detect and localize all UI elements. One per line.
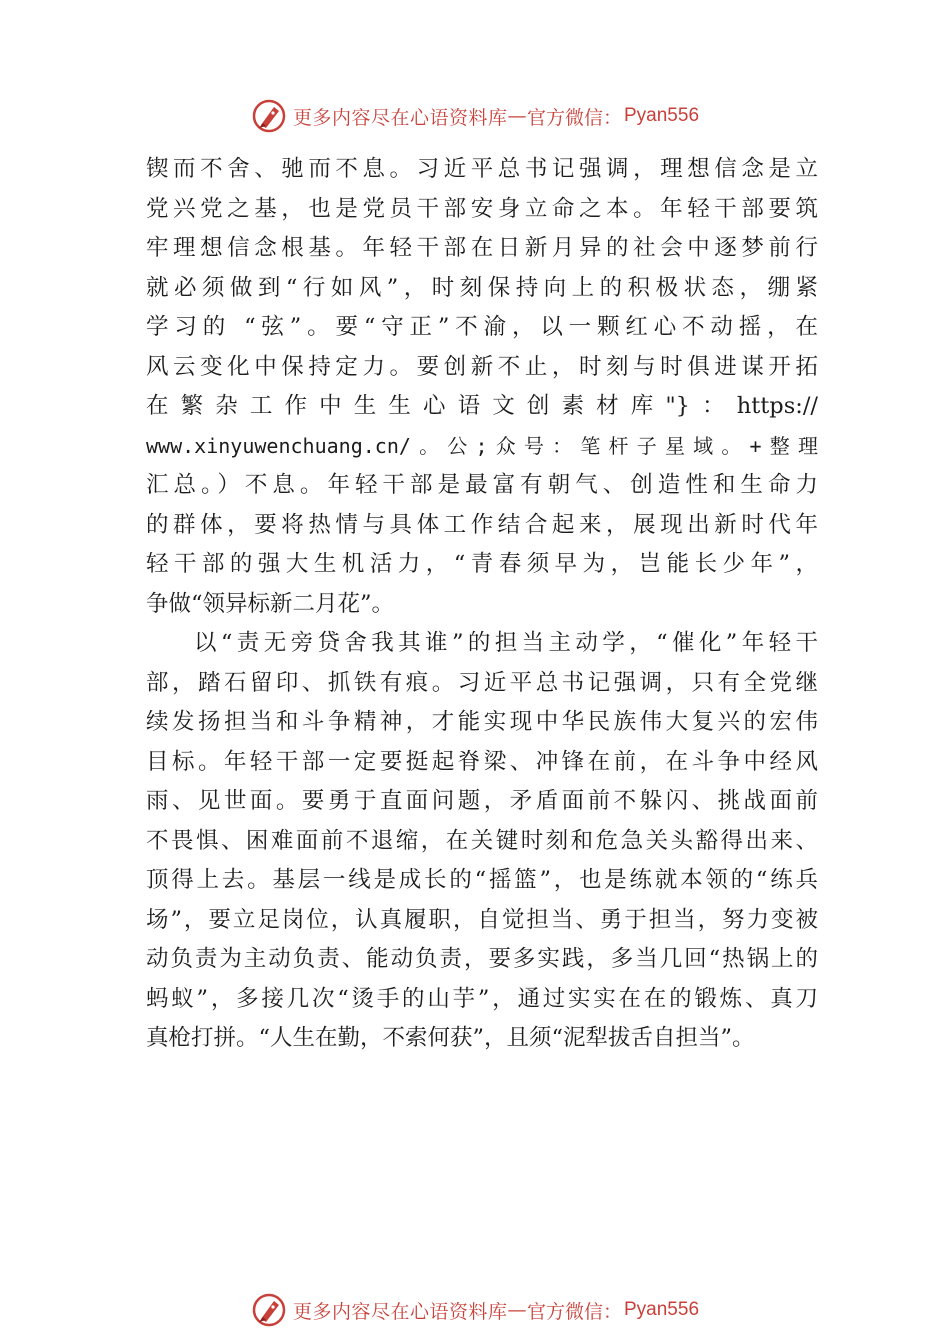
text-line: 学习的 “弦”。要“守正”不渝，以一颗红心不动摇，在: [146, 314, 818, 340]
header-wechat-label: 官方微信：: [526, 106, 622, 129]
text-line: 顶得上去。基层一线是成长的“摇篮”，也是练就本领的“练兵: [146, 867, 818, 893]
footer-site-name: 更多内容尽在心语资料库: [292, 1300, 508, 1323]
paragraph-1: [146, 150, 818, 624]
text-line-url: www.xinyuwenchuang.cn/。公;众号：笔杆子星域。+整理: [146, 433, 818, 458]
text-line: 续发扬担当和斗争精神，才能实现中华民族伟大复兴的宏伟: [146, 709, 818, 735]
text-line: 锲而不舍、驰而不息。习近平总书记强调，理想信念是立: [146, 156, 818, 182]
text-line: 争做“领异标新二月花”。: [146, 590, 395, 617]
footer-dash: —: [507, 1299, 527, 1321]
text-line: 在繁杂工作中生生心语文创素材库"}：https://: [146, 393, 818, 419]
text-line: 轻干部的强大生机活力，“青春须早为，岂能长少年”，: [146, 551, 818, 577]
paragraph-2: [146, 624, 818, 1059]
pen-nib-logo-icon: [251, 98, 287, 134]
footer-banner: [0, 1290, 950, 1330]
text-line: 动负责为主动负责、能动负责，要多实践，多当几回“热锅上的: [146, 946, 818, 972]
header-wechat-id: Pyan556: [624, 105, 700, 126]
text-line: 风云变化中保持定力。要创新不止，时刻与时俱进谋开拓: [146, 353, 818, 380]
text-line: 场”，要立足岗位，认真履职，自觉担当、勇于担当，努力变被: [146, 906, 818, 933]
text-line: 雨、见世面。要勇于直面问题，矛盾面前不躲闪、挑战面前: [146, 788, 818, 814]
text-line: 蚂蚁”，多接几次“烫手的山芋”，通过实实在在的锻炼、真刀: [146, 985, 818, 1012]
text-line: 的群体，要将热情与具体工作结合起来，展现出新时代年: [146, 511, 818, 538]
text-line: 目标。年轻干部一定要挺起脊梁、冲锋在前，在斗争中经风: [146, 748, 818, 775]
header-site-name: 更多内容尽在心语资料库: [292, 106, 508, 129]
text-line: 以“责无旁贷舍我其谁”的担当主动学，“催化”年轻干: [194, 630, 818, 656]
text-line: 党兴党之基，也是党员干部安身立命之本。年轻干部要筑: [146, 195, 818, 222]
text-line: 牢理想信念根基。年轻干部在日新月异的社会中逐梦前行: [146, 235, 818, 261]
text-line: 真枪打拼。“人生在勤，不索何获”，且须“泥犁拔舌自担当”。: [146, 1025, 755, 1051]
text-line: 就必须做到“行如风”，时刻保持向上的积极状态，绷紧: [146, 274, 818, 301]
header-banner: [0, 96, 950, 136]
footer-wechat-id: Pyan556: [624, 1299, 700, 1320]
text-line: 部，踏石留印、抓铁有痕。习近平总书记强调，只有全党继: [146, 669, 818, 696]
text-line: 汇总。）不息。年轻干部是最富有朝气、创造性和生命力: [146, 472, 818, 498]
header-dash: —: [507, 105, 527, 127]
pen-nib-logo-icon: [251, 1292, 287, 1328]
text-line: 不畏惧、困难面前不退缩，在关键时刻和危急关头豁得出来、: [146, 827, 818, 854]
document-body: [146, 150, 818, 1059]
footer-wechat-label: 官方微信：: [526, 1300, 622, 1323]
